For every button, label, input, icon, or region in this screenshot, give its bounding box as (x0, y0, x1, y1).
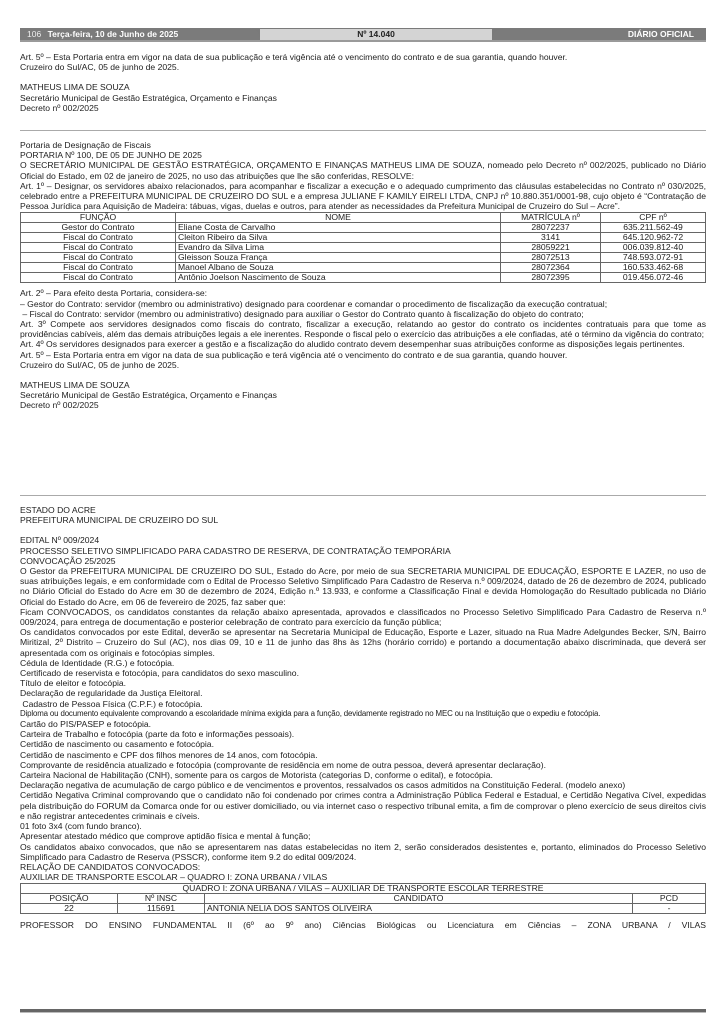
fiscais-table (20, 212, 706, 283)
table-row (21, 223, 706, 233)
cell-nome: Manoel Albano de Souza (176, 263, 501, 273)
previous-portaria-end (20, 52, 706, 113)
cell-matricula: 28072395 (501, 273, 601, 283)
signer-decree: Decreto nº 002/2025 (20, 102, 99, 113)
cell-matricula: 28072237 (501, 223, 601, 233)
table-caption: QUADRO I: ZONA URBANA / VILAS – AUXILIAR DE TRANSPORTE ESCOLAR TERRESTRE (21, 884, 706, 894)
table-row (21, 233, 706, 243)
edital-convocacao: CONVOCAÇÃO 25/2025 (20, 555, 116, 566)
document-item: Diploma ou documento equivalente comprovando a escolaridade mínima exigida para a função, devidamente registrado no MEC ou na Instituição que o expediu e fotocópia. (20, 708, 601, 718)
table-row (21, 273, 706, 283)
col-matricula: MATRÍCULA nº (501, 213, 601, 223)
portaria-signer-name: MATHEUS LIMA DE SOUZA (20, 380, 130, 391)
art2-gestor: – Gestor do Contrato: servidor (membro ou administrativo) designado para coordenar e comandar o procedimento de fiscalização da execução contratual; (20, 298, 608, 309)
cell-funcao: Fiscal do Contrato (21, 273, 176, 283)
table-row (21, 243, 706, 253)
document-item: Certidão de nascimento ou casamento e fotocópia. (20, 739, 214, 750)
signer-role: Secretário Municipal de Gestão Estratégica, Orçamento e Finanças (20, 92, 277, 103)
portaria-100 (20, 140, 706, 411)
cell-cpf: 006.039.812-40 (601, 243, 706, 253)
document-item: Certidão de nascimento e CPF dos filhos menores de 14 anos, com fotocópia. (20, 749, 318, 760)
cell-matricula: 3141 (501, 233, 601, 243)
cell-matricula: 28059221 (501, 243, 601, 253)
document-item: Título de eleitor e fotocópia. (20, 678, 127, 689)
cell-cpf: 160.533.462-68 (601, 263, 706, 273)
cell-pcd: - (633, 904, 706, 914)
table-row (21, 253, 706, 263)
table-row (21, 263, 706, 273)
col-funcao: FUNÇÃO (21, 213, 176, 223)
page-header (20, 28, 706, 42)
document-item: Declaração de regularidade da Justiça Eleitoral. (20, 688, 203, 699)
portaria-art1: Art. 1º – Designar, os servidores abaixo relacionados, para acompanhar e fiscalizar a execução e o adequado cumprimento das cláusulas estabelecidas no Contrato nº 030/2025, celebrado entre a PREFEITURA MUNICIPAL DE CRUZEIRO DO SUL e a empresa JULIANE F KAMILY EIRELI LTDA, CNPJ nº 10.880.351/0001-98, cujo objeto é “Contratação de Pessoa Jurídica para Aquisição de Madeira: tábuas, vigas, duelas e outros, para atender as necessidades da Prefeitura Municipal de Cruzeiro do Sul – Acre”. (20, 180, 706, 212)
edital-cargo-1: AUXILIAR DE TRANSPORTE ESCOLAR – QUADRO I: ZONA URBANA / VILAS (20, 872, 328, 883)
col-inscricao: Nº INSC (118, 894, 205, 904)
cell-funcao: Fiscal do Contrato (21, 253, 176, 263)
portaria-title: PORTARIA Nº 100, DE 05 DE JUNHO DE 2025 (20, 150, 202, 161)
document-item: Carteira de Trabalho e fotocópia (parte da foto e informações pessoais). (20, 729, 295, 740)
cell-candidato: ANTONIA NELIA DOS SANTOS OLIVEIRA (205, 904, 633, 914)
edital-009-2024 (20, 505, 706, 931)
portaria-signer-decree: Decreto nº 002/2025 (20, 400, 99, 411)
edital-preamble: O Gestor da PREFEITURA MUNICIPAL DE CRUZEIRO DO SUL, Estado do Acre, por meio de sua SECRETARIA MUNICIPAL DE EDUCAÇÃO, ESPORTE E LAZER, no uso de suas atribuições legais, e em conformidade com o Edital de Processo Seletivo Simplificado Para Cadastro de Reserva n.º 009/2024, datado de 26 de dezembro de 2024, publicado no Diário Oficial do Estado do Acre em 30 de dezembro de 2024, Edição n.º 13.933, e conforme a Classificação Final e devida Homologação do Resultado publicada no Diário Oficial do Estado do Acre, em 06 de fevereiro de 2025, faz saber que: (20, 566, 706, 607)
document-item: Cadastro de Pessoa Física (C.P.F.) e fotocópia. (20, 698, 203, 709)
col-pcd: PCD (633, 894, 706, 904)
edital-apresentacao: Os candidatos convocados por este Edital, deverão se apresentar na Secretaria Municipal de Educação, Esporte e Lazer, situado na Rua Madre Adelgundes Becker, S/N, Bairro Miritizal, 2º Distrito – Cruzeiro do Sul (AC), nos dias 09, 10 e 11 de junho das 8hs às 12hs (horário corrido) e portando a documentação abaixo discriminada, que deverá ser apresentada com os originais e fotocópias simples. (20, 627, 706, 658)
table-header-row (21, 213, 706, 223)
table-caption-row (21, 884, 706, 894)
article-5: Art. 5º – Esta Portaria entra em vigor na data de sua publicação e terá vigência até o vencimento do contrato e de sua garantia, quando houver. (20, 52, 568, 62)
document-item: Cédula de Identidade (R.G.) e fotocópia. (20, 657, 175, 668)
cell-nome: Evandro da Silva Lima (176, 243, 501, 253)
document-item: Certificado de reservista e fotocópia, para candidatos do sexo masculino. (20, 668, 299, 679)
place-date: Cruzeiro do Sul/AC, 05 de junho de 2025. (20, 62, 180, 73)
portaria-art5: Art. 5º – Esta Portaria entra em vigor na data de sua publicação e terá vigência até o vencimento do contrato e de sua garantia, quando houver. (20, 349, 568, 360)
cell-funcao: Gestor do Contrato (21, 223, 176, 233)
portaria-signer-role: Secretário Municipal de Gestão Estratégica, Orçamento e Finanças (20, 390, 277, 401)
document-item: Cartão do PIS/PASEP e fotocópia. (20, 719, 152, 730)
edital-relacao: RELAÇÃO DE CANDIDATOS CONVOCADOS: (20, 861, 201, 872)
document-item: Comprovante de residência atualizado e fotocópia (comprovante de residência em nome de outra pessoa, deverá apresentar declaração). (20, 759, 546, 770)
col-nome: NOME (176, 213, 501, 223)
cell-cpf: 019.456.072-46 (601, 273, 706, 283)
edital-convocados: Ficam CONVOCADOS, os candidatos constantes da relação abaixo apresentada, aprovados e classificados no Processo Seletivo Simplificado Para Cadastro de Reserva n.º 009/2024, para entrega de documentação e posterior celebração de contrato para exercício da função pública; (20, 606, 706, 628)
header-date-tab (20, 28, 260, 40)
edital-subtitle: PROCESSO SELETIVO SIMPLIFICADO PARA CADASTRO DE RESERVA, DE CONTRATAÇÃO TEMPORÁRIA (20, 545, 451, 556)
portaria-kicker: Portaria de Designação de Fiscais (20, 140, 151, 150)
cell-cpf: 635.211.562-49 (601, 223, 706, 233)
document-item: Carteira Nacional de Habilitação (CNH), somente para os cargos de Motorista (categorias D, conforme o edital), e fotocópia. (20, 770, 493, 781)
cell-nome: Antônio Joelson Nascimento de Souza (176, 273, 501, 283)
cell-funcao: Fiscal do Contrato (21, 233, 176, 243)
page-number: 106 (27, 29, 42, 39)
document-item: Certidão Negativa Criminal comprovando que o candidato não foi condenado por crimes contra a Administração Pública Federal e Estadual, e Certidão Negativa Cível, expedidas pela distribuição do FORUM da Comarca onde for ou estiver domiciliado, ou via internet caso o respectivo tribunal emita, a fim de comprovar o pleno exercício de seus direitos civis e não registrar antecedentes criminais e cíveis. (20, 790, 706, 821)
publication-name: DIÁRIO OFICIAL (492, 28, 706, 40)
art2-fiscal: – Fiscal do Contrato: servidor (membro ou administrativo) designado para auxiliar o Gestor do Contrato quanto à fiscalização do objeto do contrato; (20, 308, 584, 319)
document-item: 01 foto 3x4 (com fundo branco). (20, 821, 142, 832)
col-cpf: CPF nº (601, 213, 706, 223)
section-divider (20, 495, 706, 496)
cell-inscricao: 115691 (118, 904, 205, 914)
portaria-art3: Art. 3º Compete aos servidores designados como fiscais do contrato, fiscalizar a execução, relatando ao gestor do contrato os incidentes contratuais para que tome as providências cabíveis, além das demais atribuições legais a ele inerentes. Responde o fiscal pelo o exercício das atribuições a ele confiadas, até o término da vigência do contrato; (20, 319, 706, 340)
section-divider (20, 130, 706, 131)
edital-prefeitura: PREFEITURA MUNICIPAL DE CRUZEIRO DO SUL (20, 515, 219, 526)
edition-number: Nº 14.040 (260, 29, 492, 40)
portaria-preamble: O SECRETÁRIO MUNICIPAL DE GESTÃO ESTRATÉGICA, ORÇAMENTO E FINANÇAS MATHEUS LIMA DE SOUZA, nomeado pelo Decreto nº 002/2025, publicado no Diário Oficial do Estado, em 02 de janeiro de 2025, no uso das atribuições que lhe são conferidas, RESOLVE: (20, 160, 706, 181)
cell-funcao: Fiscal do Contrato (21, 263, 176, 273)
cell-nome: Eliane Costa de Carvalho (176, 223, 501, 233)
signer-name: MATHEUS LIMA DE SOUZA (20, 82, 130, 93)
cell-nome: Gleisson Souza França (176, 253, 501, 263)
cell-funcao: Fiscal do Contrato (21, 243, 176, 253)
portaria-place-date: Cruzeiro do Sul/AC, 05 de junho de 2025. (20, 359, 180, 370)
document-item: Apresentar atestado médico que comprove aptidão física e mental à função; (20, 831, 311, 842)
table-row (21, 904, 706, 914)
documents-list (20, 658, 706, 842)
edital-title: EDITAL Nº 009/2024 (20, 535, 100, 546)
page-bottom-rule (20, 1009, 706, 1013)
cell-matricula: 28072364 (501, 263, 601, 273)
col-candidato: CANDIDATO (205, 894, 633, 904)
edital-eliminacao: Os candidatos abaixo convocados, que não se apresentarem nas datas estabelecidas no item 2, serão considerados desistentes e, portanto, eliminados do Processo Seletivo Simplificado para Cadastro de Reserva (PSSCR), conforme item 9.2 do edital 009/2024. (20, 841, 706, 862)
cell-cpf: 645.120.962-72 (601, 233, 706, 243)
table-header-row (21, 894, 706, 904)
document-item: Declaração negativa de acumulação de cargo público e de vencimentos e proventos, ressalvados os casos admitidos na Constituição Federal. (modelo anexo) (20, 780, 626, 791)
cell-posicao: 22 (21, 904, 118, 914)
portaria-art2: Art. 2º – Para efeito desta Portaria, considera-se: (20, 288, 208, 299)
edital-cargo-2: PROFESSOR DO ENSINO FUNDAMENTAL II (6º ao 9º ano) Ciências Biológicas ou Licenciatura em Ciências – ZONA URBANA / VILAS (20, 920, 706, 931)
portaria-art4: Art. 4º Os servidores designados para exercer a gestão e a fiscalização do aludido contrato devem desempenhar suas atribuições conforme as disposições legais pertinentes. (20, 339, 685, 350)
cell-matricula: 28072513 (501, 253, 601, 263)
header-date: Terça-feira, 10 de Junho de 2025 (47, 29, 179, 39)
candidates-table (20, 883, 706, 914)
cell-cpf: 748.593.072-91 (601, 253, 706, 263)
col-posicao: POSIÇÃO (21, 894, 118, 904)
edital-state: ESTADO DO ACRE (20, 505, 96, 515)
cell-nome: Cleiton Ribeiro da Silva (176, 233, 501, 243)
